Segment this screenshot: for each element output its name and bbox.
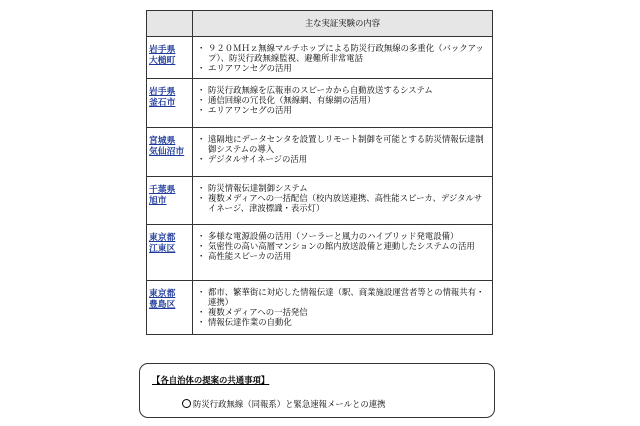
list-item: ・ 複数メディアへの一括発信 xyxy=(199,307,488,317)
prefecture-name: 宮城県 xyxy=(149,136,176,146)
list-item: ・ 情報伝達作業の自動化 xyxy=(199,317,488,327)
list-item: ・ エリアワンセグの活用 xyxy=(199,105,488,115)
list-item: ・ 都市、繁華街に対応した情報伝達（駅、商業施設運営者等との情報共有・連携） xyxy=(199,287,488,307)
prefecture-name: 千葉県 xyxy=(149,185,176,195)
prefecture-name: 岩手県 xyxy=(149,45,176,55)
prefecture-name: 東京都 xyxy=(149,233,176,243)
content-cell xyxy=(193,225,493,281)
municipality-cell xyxy=(147,177,193,225)
common-item-text: 防災行政無線（同報系）と緊急速報メールとの連携 xyxy=(193,399,386,409)
municipality-cell xyxy=(147,37,193,79)
city-name: 豊島区 xyxy=(149,299,176,310)
list-item: ・ 防災情報伝達制御システム xyxy=(199,183,488,193)
prefecture-name: 東京都 xyxy=(149,289,176,299)
list-item: ・ 防災行政無線を広報車のスピーカから自動放送するシステム xyxy=(199,85,488,95)
table-header: 主な実証実験の内容 xyxy=(193,11,493,37)
list-item: ・ ９２０ＭＨｚ無線マルチホップによる防災行政無線の多重化（バックアップ）、防災行政無線監視、避難所非常電話 xyxy=(199,43,488,63)
content-cell xyxy=(193,37,493,79)
city-name: 釜石市 xyxy=(149,97,176,108)
common-items-title: 【各自治体の提案の共通事項】 xyxy=(152,375,270,385)
city-name: 大槌町 xyxy=(149,55,176,66)
content-cell xyxy=(193,79,493,128)
table-row xyxy=(147,128,493,177)
content-cell xyxy=(193,281,493,335)
table-row xyxy=(147,37,493,79)
common-items-box xyxy=(139,363,495,418)
municipality-cell xyxy=(147,128,193,177)
table-row xyxy=(147,79,493,128)
list-item: ・ エリアワンセグの活用 xyxy=(199,63,488,73)
empty-header-cell xyxy=(147,11,193,37)
common-items-body xyxy=(182,398,385,410)
city-name: 気仙沼市 xyxy=(149,146,185,157)
prefecture-name: 岩手県 xyxy=(149,87,176,97)
city-name: 江東区 xyxy=(149,243,176,254)
list-item: ・ 遠隔地にデータセンタを設置しリモート制御を可能とする防災情報伝達制御システムの導入 xyxy=(199,134,488,154)
demonstration-table xyxy=(146,10,493,335)
list-item: ・ 高性能スピーカの活用 xyxy=(199,251,488,261)
list-item: ・ 複数メディアへの一括配信（校内放送連携、高性能スピーカ、デジタルサイネージ、津波標識・表示灯） xyxy=(199,193,488,213)
content-cell xyxy=(193,177,493,225)
content-cell xyxy=(193,128,493,177)
list-item: ・ 気密性の高い高層マンションの館内放送設備と連動したシステムの活用 xyxy=(199,241,488,251)
open-circle-icon xyxy=(182,399,191,408)
municipality-cell xyxy=(147,79,193,128)
table-row xyxy=(147,225,493,281)
table-row xyxy=(147,177,493,225)
city-name: 旭市 xyxy=(149,195,167,206)
municipality-cell xyxy=(147,225,193,281)
list-item: ・ 通信回線の冗長化（無線網、有線網の活用） xyxy=(199,95,488,105)
list-item: ・ デジタルサイネージの活用 xyxy=(199,154,488,164)
list-item: ・ 多様な電源設備の活用（ソーラーと風力のハイブリッド発電設備） xyxy=(199,231,488,241)
table-row xyxy=(147,281,493,335)
municipality-cell xyxy=(147,281,193,335)
